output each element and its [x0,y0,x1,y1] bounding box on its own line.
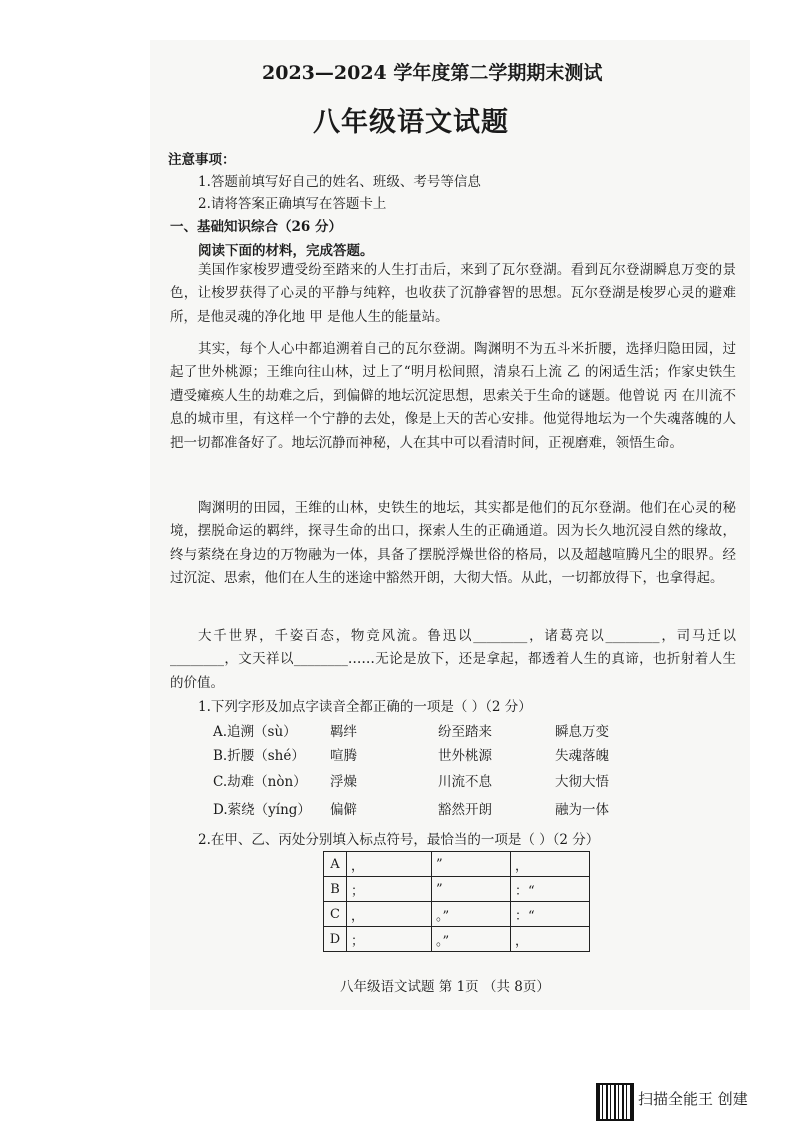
notes-heading: 注意事项： [168,152,236,168]
q1-option-b-word1: 喧腾 [330,748,357,764]
scanner-brand: 扫描全能王 创建 [638,1090,748,1108]
table-cell: B [324,877,347,902]
q1-option-b-label: B.折腰（shé） [213,748,305,764]
table-row [324,852,590,877]
table-row [324,877,590,902]
table-cell: ：“ [511,877,590,902]
question-2-stem: 2.在甲、乙、丙处分别填入标点符号，最恰当的一项是（ ）（2 分） [198,832,600,848]
table-cell: ” [432,877,511,902]
qr-code-icon [596,1083,634,1121]
section-heading: 一、基础知识综合（26 分） [170,219,342,235]
q1-option-d-label: D.萦绕（yíng） [213,802,311,818]
table-cell: ， [511,927,590,952]
question-1-stem: 1.下列字形及加点字读音全都正确的一项是（ ）（2 分） [198,699,532,715]
passage-paragraph-2: 其实，每个人心中都追溯着自己的瓦尔登湖。陶渊明不为五斗米折腰，选择归隐田园，过起了世外桃源；王维向往山林，过上了“明月松间照，清泉石上流 乙 的闲适生活；作家史铁生遭受瘫痪人生的劫难之后，到偏僻的地坛沉淀思想，思索关于生命的谜题。他曾说 丙 在川流不息的城市里，有这样一个宁静的去处，像是上天的苦心安排。他觉得地坛为一个失魂落魄的人把一切都准备好了。地坛沉静而神秘，人在其中可以看清时间，正视磨难，领悟生命。 [170,341,736,451]
table-row [324,927,590,952]
passage-paragraph-3: 陶渊明的田园，王维的山林，史铁生的地坛，其实都是他们的瓦尔登湖。他们在心灵的秘境，摆脱命运的羁绊，探寻生命的出口，探索人生的正确通道。因为长久地沉浸自然的缘故，终与萦绕在身边的万物融为一体，具备了摆脱浮燥世俗的格局，以及超越喧腾凡尘的眼界。经过沉淀、思索，他们在人生的迷途中豁然开朗，大彻大悟。从此，一切都放得下，也拿得起。 [170,500,736,587]
q1-option-a-word1: 羁绊 [330,724,357,740]
table-cell: ， [347,852,432,877]
q1-option-a-word2: 纷至踏来 [438,724,492,740]
table-cell: ； [347,877,432,902]
table-cell: ：“ [511,902,590,927]
q1-option-d-word3: 融为一体 [555,802,609,818]
q1-option-d-word2: 豁然开朗 [438,802,492,818]
table-cell: ” [432,852,511,877]
q1-option-c-label: C.劫难（nòn） [213,774,307,790]
table-row [324,902,590,927]
notes-item-2: 2.请将答案正确填写在答题卡上 [198,196,387,212]
passage-paragraph-1: 美国作家梭罗遭受纷至踏来的人生打击后，来到了瓦尔登湖。看到瓦尔登湖瞬息万变的景色，让梭罗获得了心灵的平静与纯粹，也收获了沉静睿智的思想。瓦尔登湖是梭罗心灵的避难所，是他灵魂的净化地 甲 是他人生的能量站。 [170,262,736,325]
q1-option-a-word3: 瞬息万变 [555,724,609,740]
q1-option-b-word3: 失魂落魄 [555,748,609,764]
page-footer: 八年级语文试题 第 1页 （共 8页） [340,979,550,995]
exam-subtitle: 八年级语文试题 [313,107,509,138]
table-cell: ； [347,927,432,952]
table-cell: 。” [432,927,511,952]
table-cell: ， [347,902,432,927]
table-cell: C [324,902,347,927]
q1-option-a-label: A.追溯（sù） [213,724,297,740]
q1-option-c-word1: 浮燥 [330,774,357,790]
section-instruction: 阅读下面的材料，完成答题。 [198,243,374,259]
punctuation-options-table [323,851,590,952]
q1-option-c-word3: 大彻大悟 [555,774,609,790]
q1-option-c-word2: 川流不息 [438,774,492,790]
table-cell: ， [511,852,590,877]
table-cell: 。” [432,902,511,927]
table-cell: A [324,852,347,877]
exam-title: 2023—2024 学年度第二学期期末测试 [262,62,603,84]
passage-paragraph-4: 大千世界，千姿百态，物竞风流。鲁迅以________，诸葛亮以________，司马迁以________，文天祥以________……无论是放下，还是拿起，都透着人生的真谛，也折射着人生的价值。 [170,628,736,691]
notes-item-1: 1.答题前填写好自己的姓名、班级、考号等信息 [198,174,481,190]
q1-option-b-word2: 世外桃源 [438,748,492,764]
table-cell: D [324,927,347,952]
q1-option-d-word1: 偏僻 [330,802,357,818]
